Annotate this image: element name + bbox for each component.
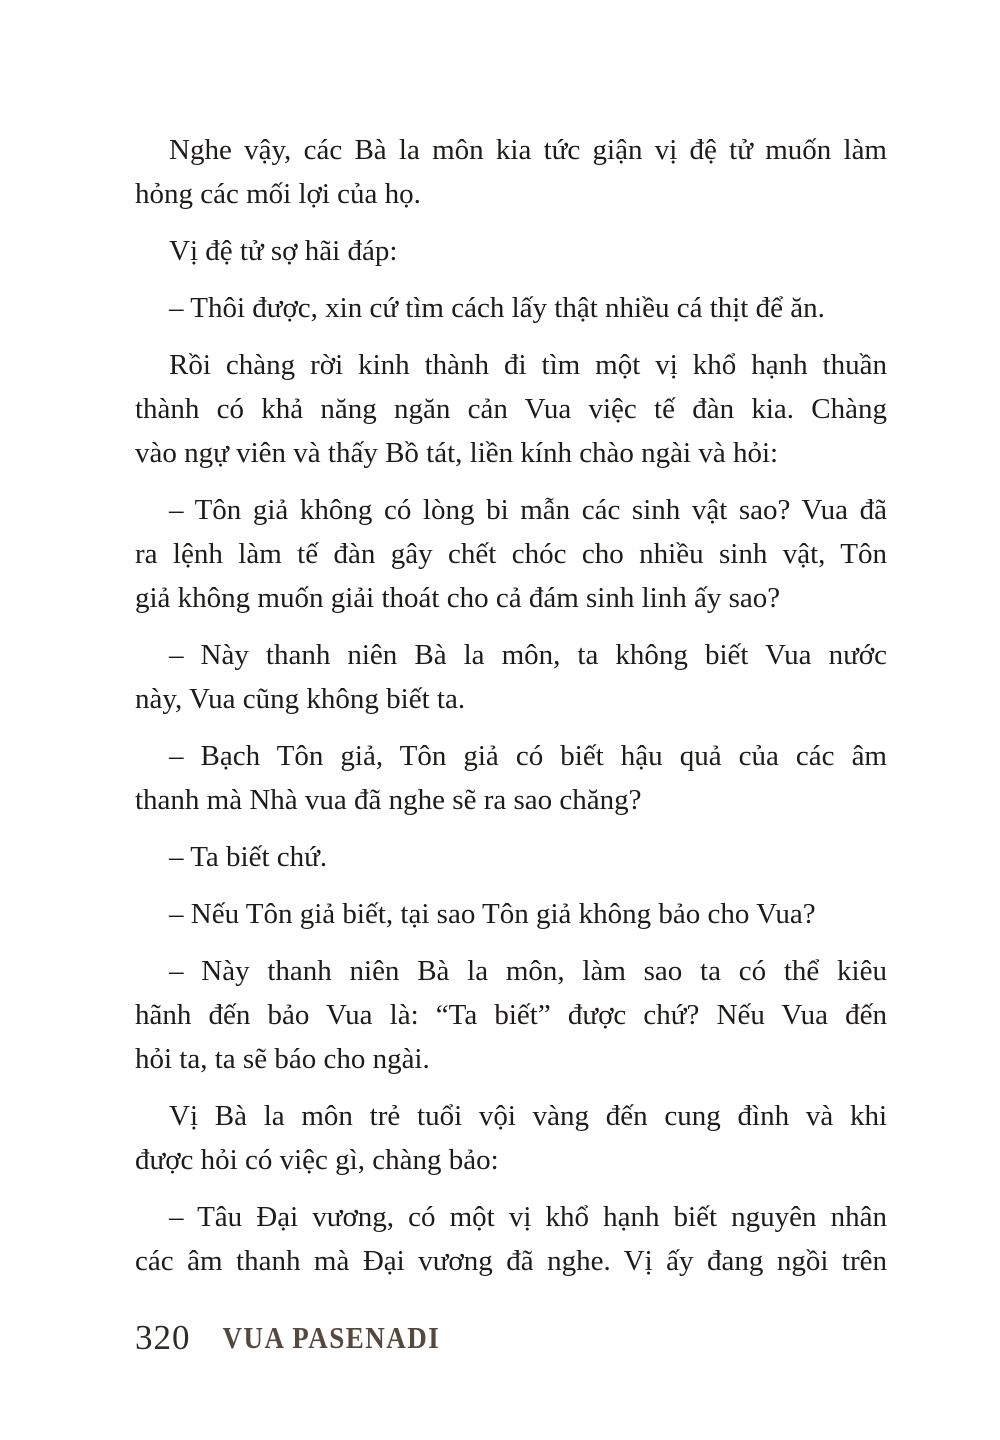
text-line: hỏi ta, ta sẽ báo cho ngài. (135, 1043, 430, 1075)
text-line: – Bạch Tôn giả, Tôn giả có biết hậu quả của các âm (169, 740, 887, 772)
text-line: Rồi chàng rời kinh thành đi tìm một vị khổ hạnh thuần (169, 349, 887, 381)
text-line: được hỏi có việc gì, chàng bảo: (135, 1144, 499, 1176)
paragraph (135, 286, 887, 330)
text-line: – Này thanh niên Bà la môn, làm sao ta có thể kiêu (169, 955, 887, 987)
text-line: hãnh đến bảo Vua là: “Ta biết” được chứ? Nếu Vua đến (135, 999, 887, 1031)
text-line: Vị đệ tử sợ hãi đáp: (169, 235, 398, 267)
text-line: thanh mà Nhà vua đã nghe sẽ ra sao chăng? (135, 784, 642, 816)
text-line: giả không muốn giải thoát cho cả đám sinh linh ấy sao? (135, 582, 781, 614)
text-line: này, Vua cũng không biết ta. (135, 683, 466, 715)
paragraph (135, 1094, 887, 1182)
text-line: – Nếu Tôn giả biết, tại sao Tôn giả không bảo cho Vua? (169, 898, 816, 930)
text-line: – Tôn giả không có lòng bi mẫn các sinh vật sao? Vua đã (169, 494, 887, 526)
paragraph (135, 229, 887, 273)
text-line: ra lệnh làm tế đàn gây chết chóc cho nhiều sinh vật, Tôn (135, 538, 887, 570)
paragraph (135, 1195, 887, 1283)
text-line: Vị Bà la môn trẻ tuổi vội vàng đến cung đình và khi (169, 1100, 887, 1132)
paragraph (135, 892, 887, 936)
paragraph (135, 128, 887, 216)
text-line: Nghe vậy, các Bà la môn kia tức giận vị đệ tử muốn làm (169, 134, 887, 166)
text-line: thành có khả năng ngăn cản Vua việc tế đàn kia. Chàng (135, 393, 887, 425)
paragraph (135, 633, 887, 721)
body-text (135, 128, 887, 1296)
text-line: – Ta biết chứ. (169, 841, 328, 873)
text-line: – Này thanh niên Bà la môn, ta không biết Vua nước (169, 639, 887, 671)
text-line: – Tâu Đại vương, có một vị khổ hạnh biết nguyên nhân (169, 1201, 887, 1233)
text-line: các âm thanh mà Đại vương đã nghe. Vị ấy đang ngồi trên (135, 1245, 887, 1277)
text-line: vào ngự viên và thấy Bồ tát, liền kính chào ngài và hỏi: (135, 437, 779, 469)
running-title: VUA PASENADI (222, 1320, 441, 1355)
page-footer (135, 1318, 440, 1358)
paragraph (135, 734, 887, 822)
paragraph (135, 488, 887, 620)
paragraph (135, 949, 887, 1081)
text-line: hỏng các mối lợi của họ. (135, 178, 421, 210)
paragraph (135, 835, 887, 879)
page-number: 320 (135, 1318, 191, 1357)
text-line: – Thôi được, xin cứ tìm cách lấy thật nhiều cá thịt để ăn. (169, 292, 825, 324)
paragraph (135, 343, 887, 475)
